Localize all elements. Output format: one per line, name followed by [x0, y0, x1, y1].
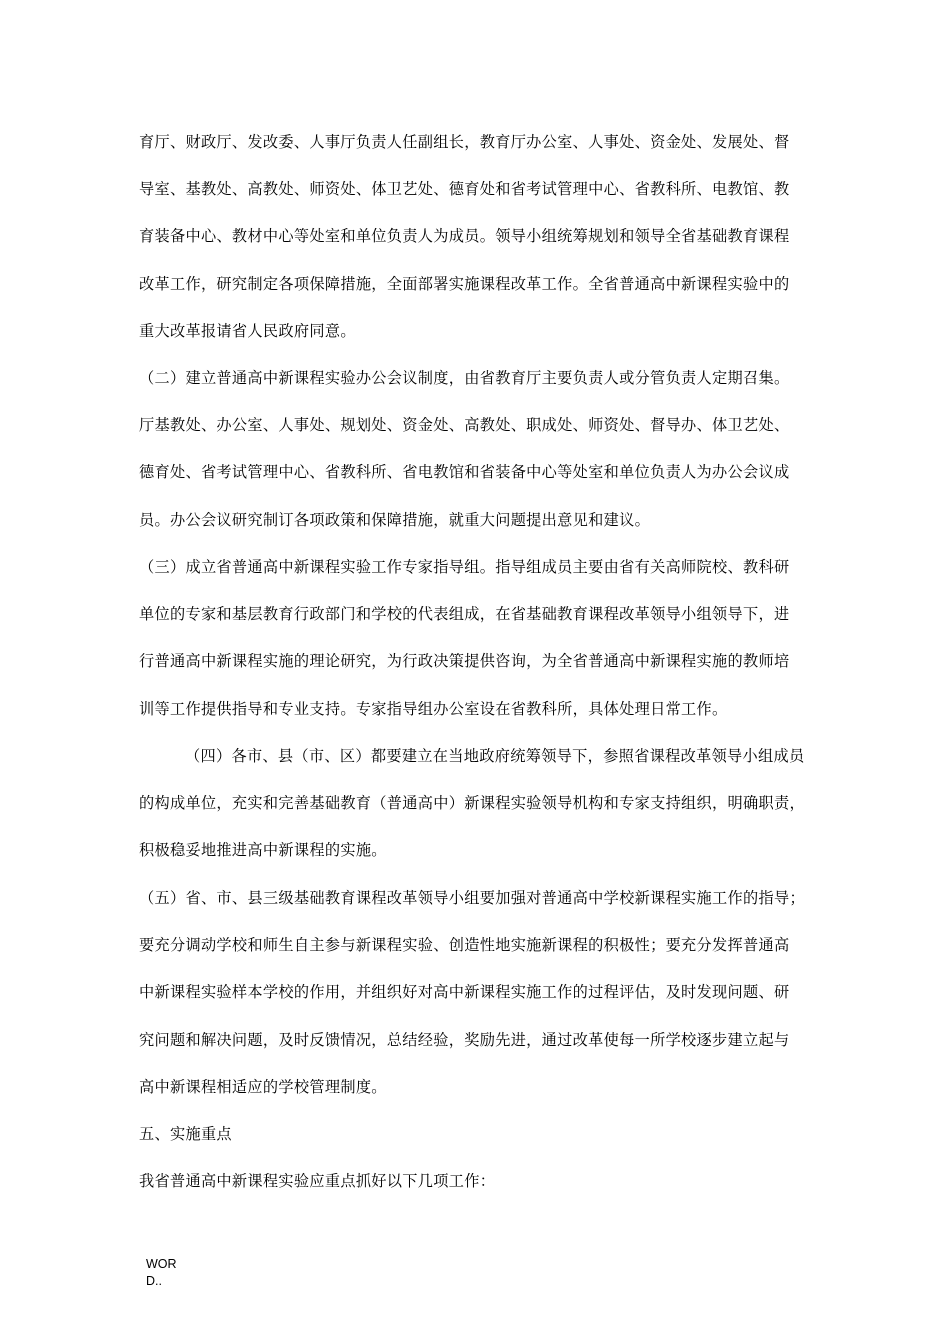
text-line: 我省普通高中新课程实验应重点抓好以下几项工作：: [139, 1172, 496, 1190]
text-line: （五）省、市、县三级基础教育课程改革领导小组要加强对普通高中学校新课程实施工作的指导；: [139, 889, 805, 907]
text-line: 德育处、省考试管理中心、省教科所、省电教馆和省装备中心等处室和单位负责人为办公会议成: [139, 463, 790, 482]
text-line: （三）成立省普通高中新课程实验工作专家指导组。指导组成员主要由省有关高师院校、教科研: [139, 558, 790, 576]
text-line: 行普通高中新课程实施的理论研究，为行政决策提供咨询，为全省普通高中新课程实施的教师培: [139, 652, 790, 671]
paragraph-three-level-guidance: [139, 875, 819, 1111]
paragraph-leadership-group-members: [139, 119, 819, 355]
text-line: 育厅、财政厅、发改委、人事厅负责人任副组长，教育厅办公室、人事处、资金处、发展处、督: [139, 133, 790, 151]
text-line: 训等工作提供指导和专业支持。专家指导组办公室设在省教科所，具体处理日常工作。: [139, 699, 728, 718]
section-heading: [139, 1111, 819, 1158]
page-footer: [146, 1256, 177, 1290]
footer-line: D..: [146, 1274, 162, 1288]
text-line: 高中新课程相适应的学校管理制度。: [139, 1077, 387, 1096]
paragraph-local-government: [139, 780, 819, 874]
text-line: 改革工作，研究制定各项保障措施，全面部署实施课程改革工作。全省普通高中新课程实验中的: [139, 274, 790, 293]
text-line: 厅基教处、办公室、人事处、规划处、资金处、高教处、职成处、师资处、督导办、体卫艺处、: [139, 416, 790, 435]
text-line: 重大改革报请省人民政府同意。: [139, 321, 356, 340]
text-line: 究问题和解决问题，及时反馈情况，总结经验，奖励先进，通过改革使每一所学校逐步建立起与: [139, 1030, 790, 1049]
text-line: 单位的专家和基层教育行政部门和学校的代表组成，在省基础教育课程改革领导小组领导下，进: [139, 605, 790, 624]
paragraph-key-tasks-intro: [139, 1158, 819, 1205]
text-line: 五、实施重点: [139, 1125, 232, 1143]
text-line: 的构成单位，充实和完善基础教育（普通高中）新课程实验领导机构和专家支持组织，明确职责，: [139, 794, 805, 812]
text-line: 积极稳妥地推进高中新课程的实施。: [139, 841, 387, 860]
text-line: 中新课程实验样本学校的作用，并组织好对高中新课程实施工作的过程评估，及时发现问题、研: [139, 983, 790, 1002]
paragraph-local-government-first-line: [185, 733, 819, 780]
text-line: （二）建立普通高中新课程实验办公会议制度，由省教育厅主要负责人或分管负责人定期召集。: [139, 369, 790, 387]
footer-line: WOR: [146, 1257, 177, 1271]
text-line: （四）各市、县（市、区）都要建立在当地政府统筹领导下，参照省课程改革领导小组成员: [185, 747, 805, 765]
text-line: 育装备中心、教材中心等处室和单位负责人为成员。领导小组统筹规划和领导全省基础教育课程: [139, 227, 790, 246]
paragraph-office-meeting-system: [139, 355, 819, 544]
text-line: 员。办公会议研究制订各项政策和保障措施，就重大问题提出意见和建议。: [139, 510, 651, 529]
paragraph-expert-guidance-group: [139, 544, 819, 733]
text-line: 导室、基教处、高教处、师资处、体卫艺处、德育处和省考试管理中心、省教科所、电教馆、教: [139, 180, 790, 199]
text-line: 要充分调动学校和师生自主参与新课程实验、创造性地实施新课程的积极性；要充分发挥普通高: [139, 936, 790, 955]
